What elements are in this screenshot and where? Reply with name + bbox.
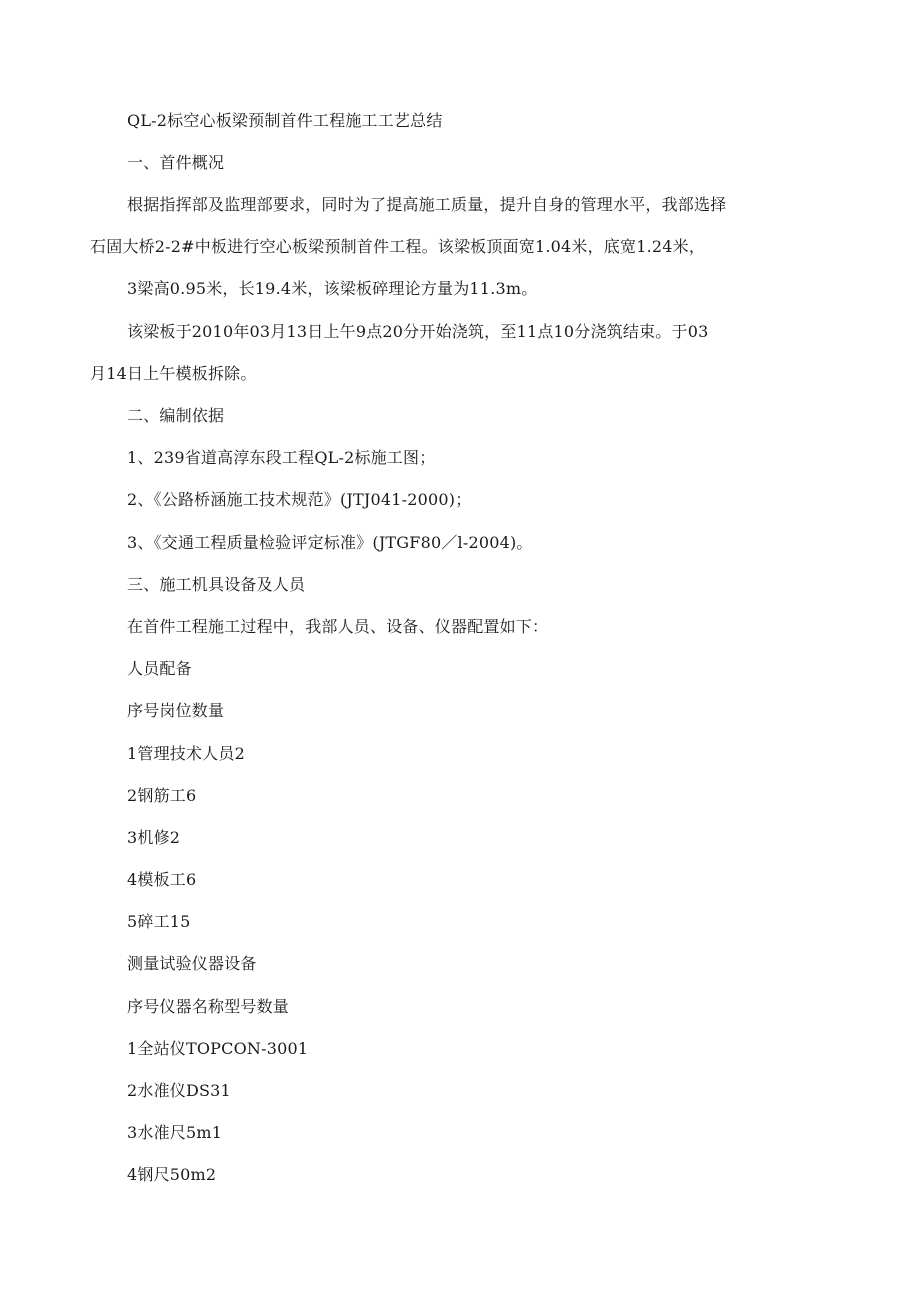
table-row: 3机修2	[127, 828, 181, 847]
table-header: 序号岗位数量	[127, 701, 225, 720]
paragraph-line: 根据指挥部及监理部要求，同时为了提高施工质量，提升自身的管理水平，我部选择	[127, 195, 727, 214]
section-heading-overview: 一、首件概况	[127, 153, 225, 172]
document-title: QL-2标空心板梁预制首件工程施工工艺总结	[127, 111, 443, 130]
table-row: 1管理技术人员2	[127, 744, 245, 763]
table-row: 4钢尺50m2	[127, 1165, 217, 1184]
table-row: 2水准仪DS31	[127, 1081, 231, 1100]
table-row: 3水准尺5m1	[127, 1123, 223, 1142]
table-row: 5碎工15	[127, 912, 191, 931]
list-item: 1、239省道高淳东段工程QL-2标施工图；	[127, 448, 436, 467]
subheading-personnel: 人员配备	[127, 659, 192, 678]
table-row: 1全站仪TOPCON-3001	[127, 1039, 309, 1058]
paragraph-line: 3梁高0.95米，长19.4米，该梁板碎理论方量为11.3m。	[127, 279, 538, 298]
table-row: 2钢筋工6	[127, 786, 197, 805]
table-header: 序号仪器名称型号数量	[127, 997, 290, 1016]
list-item: 2、《公路桥涵施工技术规范》(JTJ041-2000)；	[127, 490, 472, 509]
subheading-instruments: 测量试验仪器设备	[127, 954, 257, 973]
paragraph-line: 在首件工程施工过程中，我部人员、设备、仪器配置如下：	[127, 617, 549, 636]
paragraph-line: 该梁板于2010年03月13日上午9点20分开始浇筑，至11点10分浇筑结束。于03	[127, 322, 709, 341]
paragraph-line: 月14日上午模板拆除。	[90, 364, 257, 383]
paragraph-line: 石固大桥2-2#中板进行空心板梁预制首件工程。该梁板顶面宽1.04米，底宽1.24米，	[90, 237, 706, 256]
list-item: 3、《交通工程质量检验评定标准》(JTGF80／l-2004)。	[127, 533, 533, 552]
section-heading-equipment: 三、施工机具设备及人员	[127, 575, 306, 594]
section-heading-basis: 二、编制依据	[127, 406, 225, 425]
table-row: 4模板工6	[127, 870, 197, 889]
